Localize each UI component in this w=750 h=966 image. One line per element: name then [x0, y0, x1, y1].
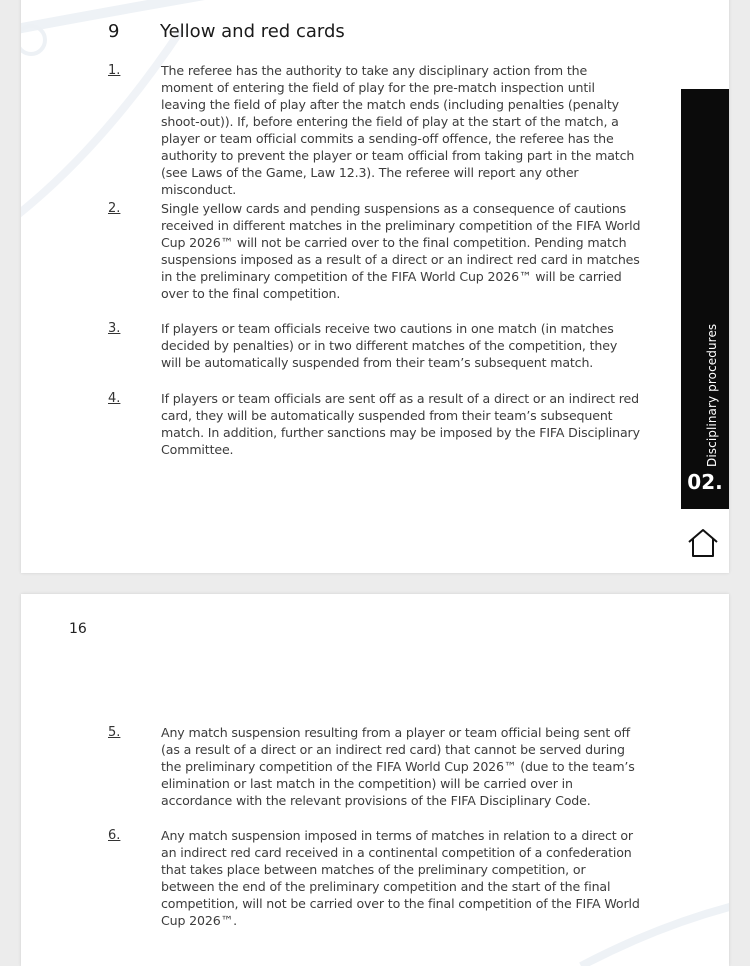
article-text: If players or team officials receive two cautions in one match (in matches decided by penalties) or in two different matches of the competition, they will be automatically suspended from their team’s subsequent match.	[161, 321, 618, 370]
article-text: Any match suspension resulting from a player or team official being sent off (as a result of a direct or an indirect red card) that cannot be served during the preliminary competition of the FIFA World Cup 2026™ (due to the team’s elimination or last match in the competition) will be carried over in accordance with the relevant provisions of the FIFA Disciplinary Code.	[161, 725, 635, 808]
chapter-tab-label: Disciplinary procedures	[705, 323, 719, 467]
document-page-top	[21, 0, 729, 573]
article-text: Any match suspension imposed in terms of matches in relation to a direct or an indirect red card received in a continental competition of a confederation that takes place between matches of the preliminary competition, or between the end of the preliminary competition and the start of the final competition, will not be carried over to the final competition of the FIFA World Cup 2026™.	[161, 828, 640, 928]
chapter-side-tab[interactable]	[681, 89, 729, 509]
section-number: 9	[108, 21, 120, 42]
article-text: If players or team officials are sent off as a result of a direct or an indirect red card, they will be automatically suspended from their team’s subsequent match. In addition, further sanctions may be imposed by the FIFA Disciplinary Committee.	[161, 391, 640, 457]
article-number: 4.	[108, 391, 121, 406]
section-title: Yellow and red cards	[160, 21, 345, 42]
article-text: The referee has the authority to take any disciplinary action from the moment of entering the field of play for the pre-match inspection until leaving the field of play after the match ends (including penalties (penalty shoot-out)). If, before entering the field of play at the start of the match, a player or team official commits a sending-off offence, the referee has the authority to prevent the player or team official from taking part in the match (see Laws of the Game, Law 12.3). The referee will report any other misconduct.	[161, 63, 635, 197]
chapter-tab-number: 02.	[687, 470, 723, 494]
document-page-bottom	[21, 594, 729, 966]
home-icon[interactable]	[686, 526, 720, 560]
article-number: 5.	[108, 725, 121, 740]
article-text: Single yellow cards and pending suspensions as a consequence of cautions received in different matches in the preliminary competition of the FIFA World Cup 2026™ will not be carried over to the final competition. Pending match suspensions imposed as a result of a direct or an indirect red card in matches in the preliminary competition of the FIFA World Cup 2026™ will be carried over to the final competition.	[161, 201, 641, 301]
article-number: 6.	[108, 828, 121, 843]
page-number: 16	[69, 621, 87, 637]
article-number: 2.	[108, 201, 121, 216]
article-number: 3.	[108, 321, 121, 336]
article-number: 1.	[108, 63, 121, 78]
